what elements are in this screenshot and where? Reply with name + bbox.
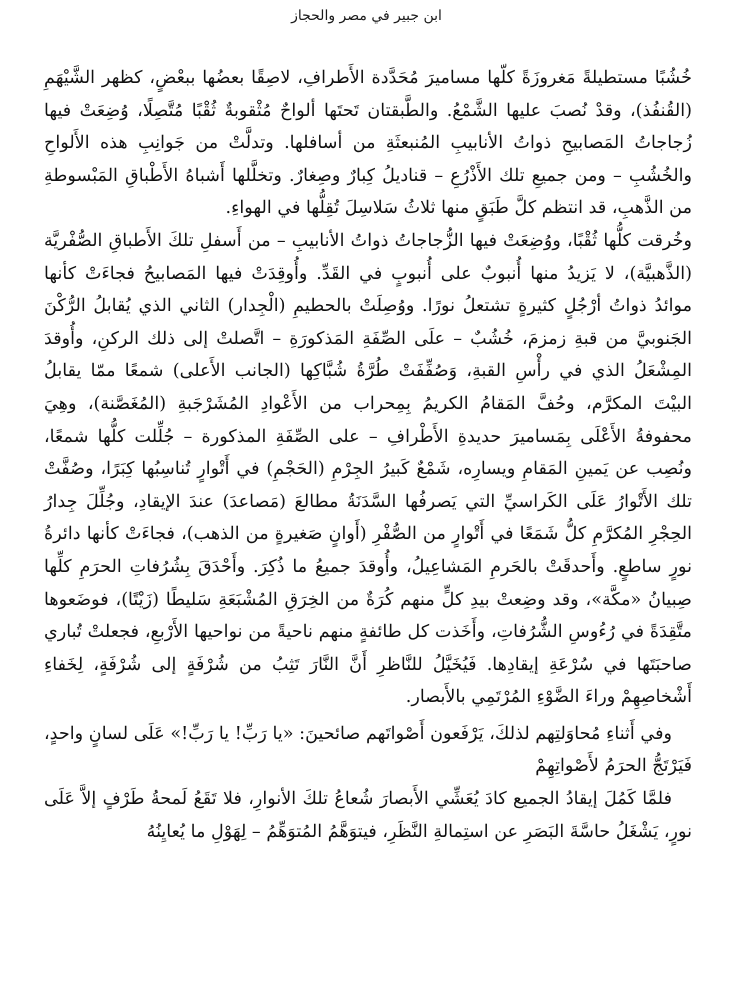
paragraph-4: فلمَّا كَمُلَ إيقادُ الجميع كادَ يُعَشِّي الأَبصارَ شُعاعُ تلكَ الأنوارِ، فلا تَقَعُ لَمحةُ طَرْفٍ إلاَّ عَلَى نورٍ، يَشْغَلُ حاسَّةَ البَصَرِ عن استِمالةِ النَّظَرِ، فيتوَهَّمُ المُتوَهِّمُ – لِهَوْلِ ما يُعايِنُهُ — [44, 789, 692, 842]
paragraph-1: خُشُبًا مستطيلةً مَغروزَةً كلّها مساميرَ مُحَدَّدة الأَطرافِ، لاصِقًا بعضُها ببعْضٍ، كظهر الشَّيْهَمِ (القُنفُذ)، وقدْ نُصبَ عليها الشَّمْعُ. والطَّبقتان تَحتَها ألواحٌ مُثْقوبةٌ ثُقْبًا مُتَّصِلًا، وُضِعَتْ فيها زُجاجاتُ المَصابيحِ ذواتُ الأنابيبِ المُنبعثَةِ من أسافلها. وتدلَّتْ من جَوانِبِ هذه الأَلواحِ والخُشُبِ – ومن جميعِ تلك الأَذْرُعِ – قناديلُ كِبارٌ وصِغارٌ. وتخلَّلها أَشباهُ الأَطْباقِ المَبْسوطةِ من الذَّهبِ، قد انتظم كلَّ طَبَقٍ منها ثلاثُ سَلاسِلَ تُقِلُّها في الهواءِ. — [44, 68, 692, 219]
running-header: ابن جبير في مصر والحجاز — [291, 8, 442, 24]
page-body-text — [44, 62, 692, 848]
paragraph-2: وخُرقت كلُّها ثُقْبًا، ووُضِعَتْ فيها الزُّجاجاتُ ذواتُ الأنابيبِ – من أَسفلِ تلكَ الأَطباقِ الصُّفْريَّة (الذَّهبيَّة)، لا يَزيدُ منها أُنبوبٌ على أُنبوبٍ في القَدِّ. وأُوقِدَتْ فيها المَصابيحُ فجاءَتْ كأنها موائدُ ذواتُ أرْجُلٍ كثيرةٍ تشتعلُ نورًا. ووُصِلَتْ بالحطيمِ (الْجِدار) الثاني الذي يُقابلُ الرُّكْنَ الجَنوبيَّ من قبةِ زمزمَ، خُشُبٌ – علَى الصِّفَةِ المَذكورَةِ – اتَّصلتْ إلى ذلك الركنِ، وأُوقدَ المِشْعَلُ الذي في رأْسِ القبةِ، وَصُفِّفَتْ طُرَّةُ شُبَّاكِها (الجانب الأَعلى) شمعًا ممّا يقابلُ البيْتَ المكرَّم، وحُفَّ المَقامُ الكريمُ بِمِحراب من الأَعْوادِ المُشَرْجَبةِ (المُغَصَّنة)، وهِيَ محفوفةُ الأَعْلَى بِمَساميرَ حديدةِ الأَطْرافِ – على الصِّفَةِ المذكورة – جُلِّلت كلُّها شمعًا، ونُصِب عن يَمينِ المَقامِ ويسارِه، شَمْعٌ كَبيرُ الجِرْمِ (الحَجْمِ) في أَتْوارٍ تُناسِبُها كِبَرًا، وصُفَّتْ تلك الأَتْوارُ عَلَى الكَراسيِّ التي يَصرفُها السَّدَنَةُ مطالعَ (مَصاعدَ) عندَ الإيقادِ، وجُلِّلَ جِدارُ الحِجْرِ المُكرَّمِ كلُّ شَمَعًا في أَتْوارٍ من الصُّفْرِ (أَوانٍ صَغيرةٍ من الذهب)، فجاءَتْ كأنها دائرةُ نورٍ ساطعٍ. وأَحدقَتْ بالحَرمِ المَشاعِيلُ، وأُوقدَ جميعُ ما ذُكِرَ. وأَحْدَقَ بِشُرُفاتِ الحرَمِ كلِّها صِبيانُ «مكَّة»، وقد وضِعتْ بيدِ كلٍّ منهم كُرَةٌ من الخِرَقِ المُشْبَعَةِ سَليطًا (زَيْتًا)، فوضَعوها متَّقِدَةً في رُءُوسِ الشُّرُفاتِ، وأَخَذت كل طائفةٍ منهم ناحيةً من نواحيها الأَرْبعِ، فجعلتْ تُباري صاحبَتَها في سُرْعَةِ إيقادِها. فَيُخَيَّلُ للنَّاظرِ أَنَّ النَّارَ تَثِبُ من شُرْفَةٍ إلى شُرْفَةٍ، لِخَفاءِ أَشْخاصِهِمْ وراءَ الضَّوْءِ المُرْتَمِي بالأَبصار. — [44, 230, 692, 708]
paragraph-3: وفي أَثناءِ مُحاوَلتِهم لذلكَ، يَرْفَعون أَصْواتَهم صائحينَ: «يا رَبِّ! يا رَبِّ!» عَلَى لسانٍ واحدٍ، فَيَرْتَجُّ الحرَمُ لأَصْواتِهِمْ — [44, 723, 692, 777]
